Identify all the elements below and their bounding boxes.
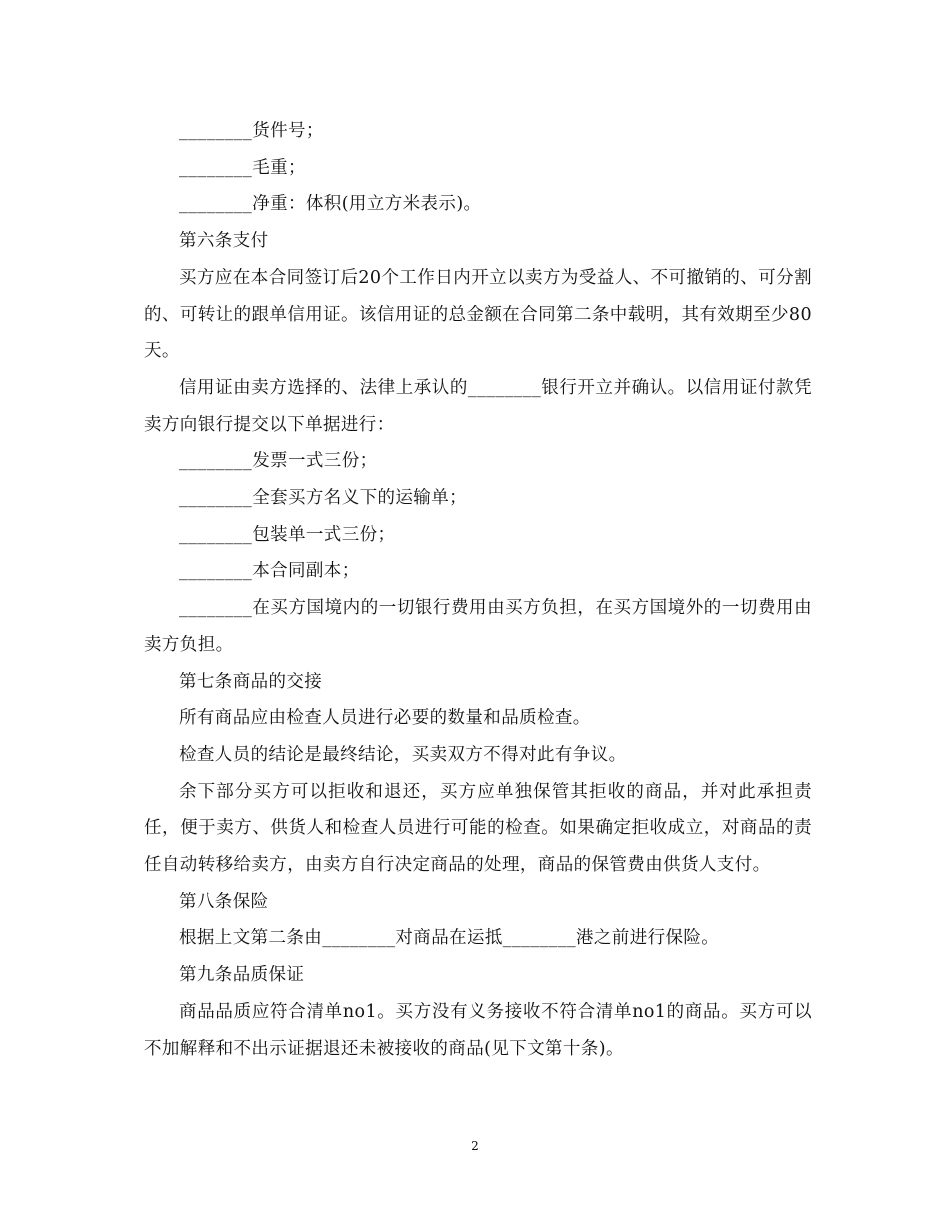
section-heading-article-7: 第七条商品的交接 (179, 671, 323, 692)
paragraph-packing-list: ________包装单一式三份； (179, 524, 396, 545)
paragraph-inspection-conclusion: 检查人员的结论是最终结论，买卖双方不得对此有争议。 (179, 744, 627, 765)
paragraph-inspection: 所有商品应由检查人员进行必要的数量和品质检查。 (179, 708, 591, 729)
paragraph-quality-guarantee: 商品品质应符合清单no1。买方没有义务接收不符合清单no1的商品。买方可以不加解释和不出示证据退还未被接收的商品(见下文第十条)。 (144, 1001, 812, 1059)
paragraph-contract-copy: ________本合同副本； (179, 561, 360, 582)
page-number: 2 (471, 1139, 479, 1153)
paragraph-gross-weight: ________毛重； (179, 157, 306, 178)
section-heading-article-6: 第六条支付 (179, 231, 269, 252)
section-heading-article-8: 第八条保险 (179, 891, 269, 912)
paragraph-bank-fees: ________在买方国境内的一切银行费用由买方负担，在买方国境外的一切费用由卖方负担。 (144, 598, 812, 655)
paragraph-cargo-number: ________货件号； (179, 121, 324, 141)
paragraph-letter-of-credit: 买方应在本合同签订后20个工作日内开立以卖方为受益人、不可撤销的、可分割的、可转让的跟单信用证。该信用证的总金额在合同第二条中载明，其有效期至少80天。 (144, 267, 812, 362)
paragraph-insurance: 根据上文第二条由________对商品在运抵________港之前进行保险。 (179, 928, 720, 949)
paragraph-rejection: 余下部分买方可以拒收和退还，买方应单独保管其拒收的商品，并对此承担责任，便于卖方、供货人和检查人员进行可能的检查。如果确定拒收成立，对商品的责任自动转移给卖方，由卖方自行决定商品的处理，商品的保管费由供货人支付。 (144, 781, 812, 876)
section-heading-article-9: 第九条品质保证 (179, 965, 305, 986)
paragraph-issuing-bank: 信用证由卖方选择的、法律上承认的________银行开立并确认。以信用证付款凭卖方向银行提交以下单据进行： (144, 377, 812, 435)
document-body (144, 113, 812, 1067)
paragraph-net-weight-volume: ________净重：体积(用立方米表示)。 (179, 194, 482, 215)
paragraph-invoice: ________发票一式三份； (179, 451, 378, 472)
paragraph-transport-documents: ________全套买方名义下的运输单； (179, 488, 467, 509)
